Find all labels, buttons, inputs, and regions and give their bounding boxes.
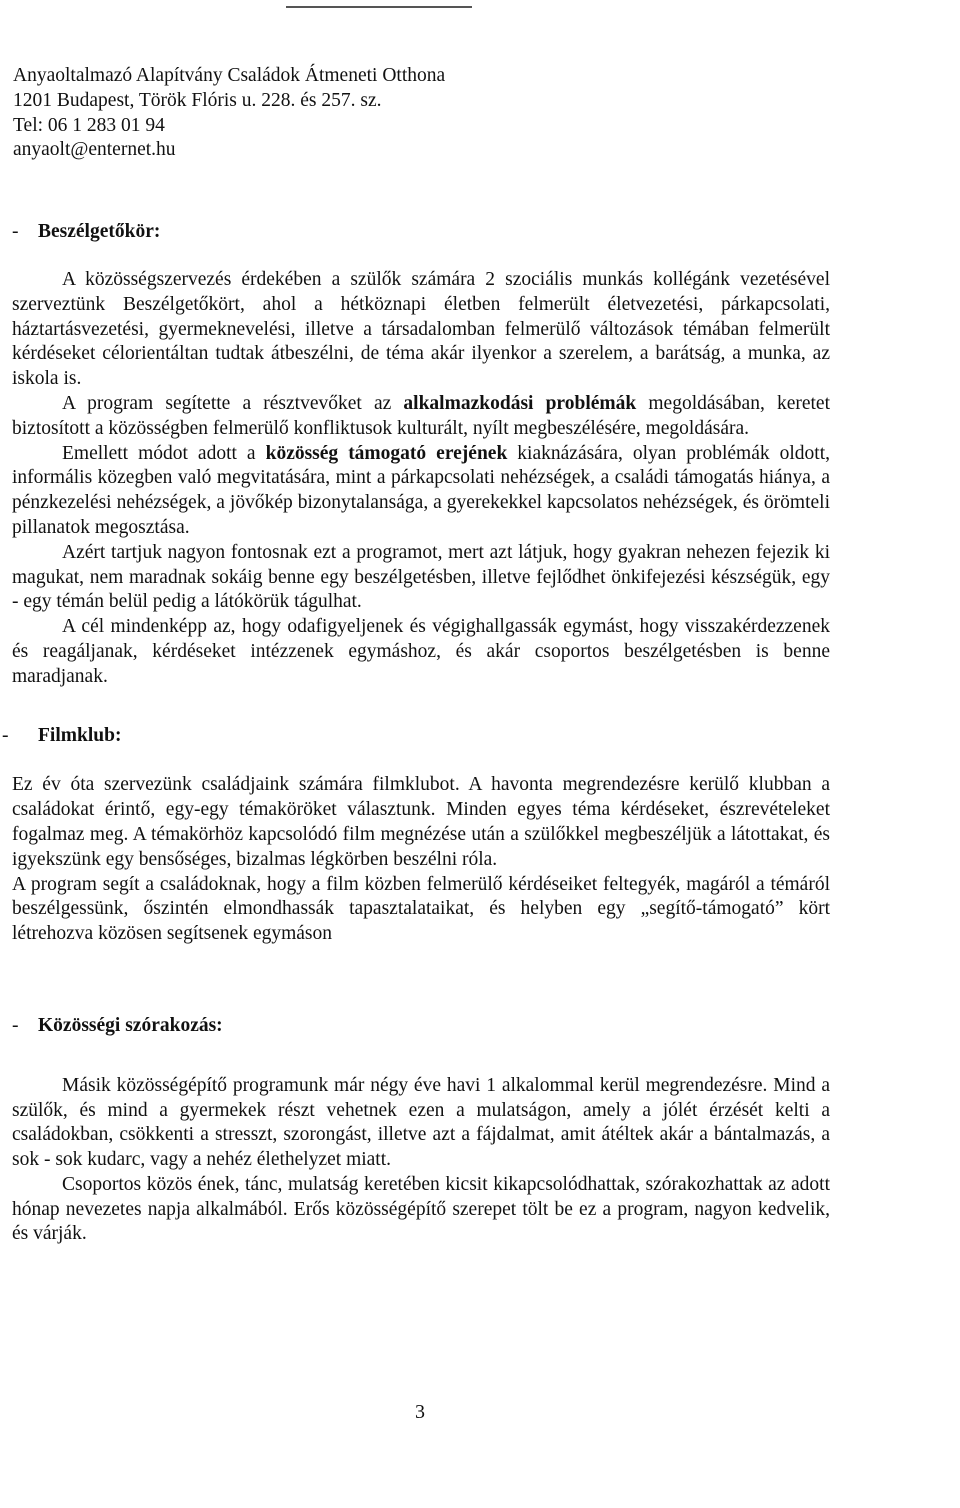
heading-dash: - (12, 1014, 19, 1036)
heading-title: Beszélgetőkör: (38, 221, 161, 243)
org-phone: Tel: 06 1 283 01 94 (13, 114, 165, 136)
paragraph: Csoportos közös ének, tánc, mulatság keretében kicsit kikapcsolódhattak, szórakozhattak az adott hónap nevezetes napja alkalmából. Erős közösségépítő szerepet tölt be ez a program, nagyon kedvelik, és várják. (12, 1173, 830, 1245)
section-heading-filmklub (2, 724, 830, 749)
page-number: 3 (415, 1401, 425, 1423)
heading-dash: - (12, 221, 19, 243)
section-body-filmklub (12, 773, 830, 947)
organization-header (13, 64, 830, 163)
document-page (2, 64, 831, 1247)
org-email: anyaolt@enternet.hu (13, 139, 176, 161)
paragraph: A közösségszervezés érdekében a szülők számára 2 szociális munkás kollégánk vezetésével szerveztünk Beszélgetőkört, ahol a hétköznapi életben felmerült életvezetési, párkapcsolati, háztartásvezetési, gyermeknevelési, illetve a társadalomban felmerülő változások témában felmerült kérdéseket célorientáltan tudtak átbeszélni, de téma akár ilyenkor a szerelem, a barátság, a munka, az iskola is. (12, 268, 830, 390)
paragraph (12, 442, 830, 541)
paragraph: Ez év óta szervezünk családjaink számára filmklubot. A havonta megrendezésre kerülő klubban a családokat érintő, egy-egy témaköröket választunk. Minden egyes téma kérdéseket, észrevételeket fogalmaz meg. A témakörhöz kapcsolódó film megnézése után a szülőkkel megbeszéljük a látottakat, és igyekszünk egy bensőséges, bizalmas légkörben beszélni róla. (12, 774, 830, 870)
bold-phrase: közösség támogató erejének (265, 442, 508, 464)
text-run: kiaknázására, olyan problémák oldott, informális közegben való megvitatására, mint a párkapcsolati nehézségek, a családi támogatás hiánya, a pénzkezelési nehézségek, a jövőkép bizonytalansága, a gyerekekkel kapcsolatos nehézségek, és örömteli pillanatok megosztása. (12, 442, 830, 538)
paragraph: Másik közösségépítő programunk már négy éve havi 1 alkalommal kerül megrendezésre. Mind a szülők, és mind a gyermekek részt vehetnek ezen a mulatságon, amely a jólét érzését kelti a családokban, csökkenti a stresszt, szorongást, illetve azt a fájdalmat, amit átéltek akár a bántalmazás, a sok - sok kudarc, vagy a nehéz élethelyzet miatt. (12, 1074, 830, 1171)
paragraph (12, 392, 830, 442)
org-address: 1201 Budapest, Török Flóris u. 228. és 257. sz. (13, 89, 382, 111)
section-body-beszelgetokor (12, 268, 830, 690)
section-heading-beszelgetokor (12, 220, 830, 245)
heading-title: Filmklub: (38, 724, 122, 746)
top-rule (286, 6, 472, 8)
heading-dash: - (2, 724, 9, 746)
paragraph: A program segít a családoknak, hogy a film közben felmerülő kérdéseiket feltegyék, magáról a témáról beszélgessünk, őszintén elmondhassák tapasztalataikat, és helyben egy „segítő-támogató” kört létrehozva közösen segítsenek egymáson (12, 873, 830, 945)
paragraph: Azért tartjuk nagyon fontosnak ezt a programot, mert azt látjuk, hogy gyakran nehezen fejezik ki magukat, nem maradnak sokáig benne egy beszélgetésben, illetve fejlődhet önkifejezési készségük, egy - egy témán belül pedig a látókörük tágulhat. (12, 541, 830, 613)
org-name: Anyaoltalmazó Alapítvány Családok Átmeneti Otthona (13, 65, 446, 86)
section-body-szorakozas (12, 1074, 830, 1248)
bold-phrase: alkalmazkodási problémák (403, 392, 637, 414)
paragraph: A cél mindenképp az, hogy odafigyeljenek és végighallgassák egymást, hogy visszakérdezzenek és reagáljanak, kérdéseket intézzenek egymáshoz, és akár csoportos beszélgetésben is benne maradjanak. (12, 616, 830, 687)
text-run: A program segítette a résztvevőket az (62, 392, 404, 414)
section-heading-szorakozas (12, 1014, 830, 1039)
text-run: Emellett módot adott a (62, 442, 266, 464)
heading-title: Közösségi szórakozás: (38, 1014, 223, 1036)
text-run: megoldásában, keretet biztosított a közösségben felmerülő konfliktusok kulturált, nyílt megbeszélésére, megoldására. (12, 392, 831, 439)
